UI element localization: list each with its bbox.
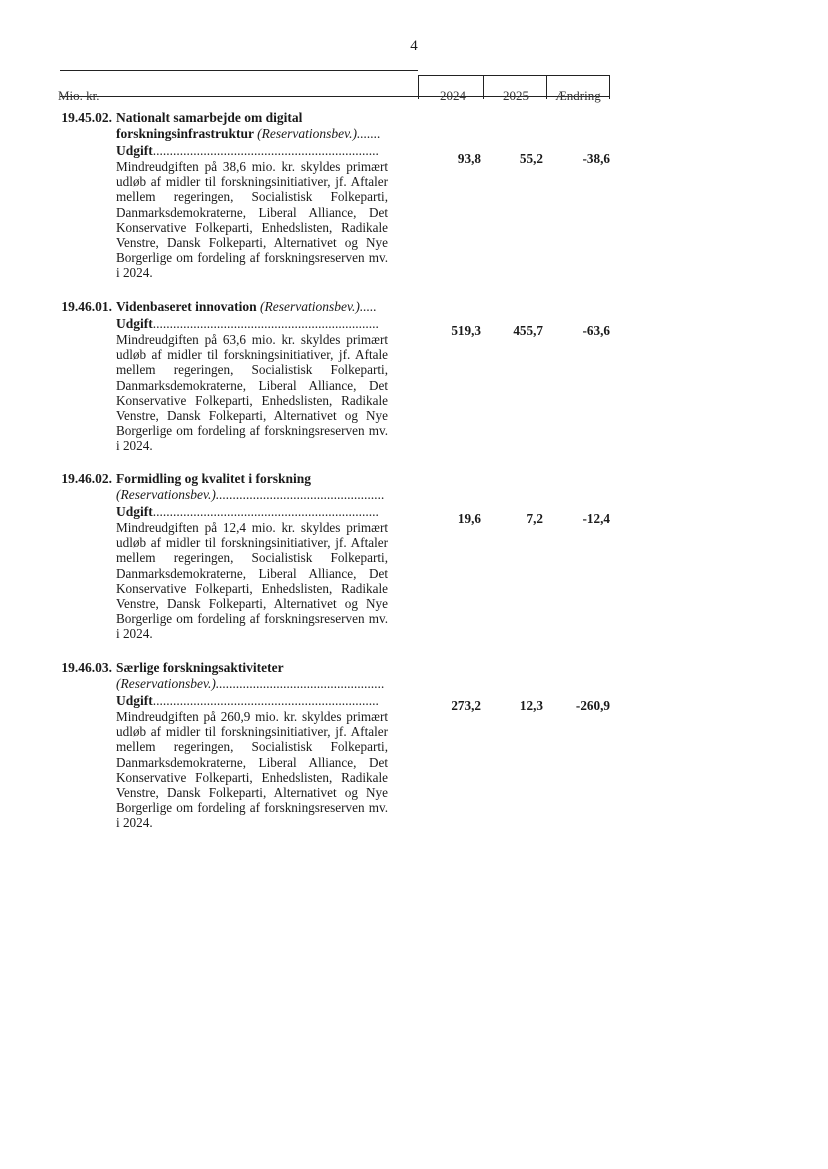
column-header-2024: 2024 (440, 88, 466, 103)
account-title-part: forskningsinfrastruktur (116, 126, 254, 141)
entry-description: Mindreudgiften på 12,4 mio. kr. skyldes primært udløb af midler til forskningsinitiativer, jf. Aftaler mellem regeringen, Socialistisk Folkeparti, Danmarksdemokraterne, Liberal Alliance, Det Konservative Folkeparti, Enhedslisten, Radikale Venstre, Dansk Folkeparti, Alternativet og Nye Borgerlige om fordeling af forskningsreserven mv. i 2024. (116, 520, 388, 642)
account-title (116, 299, 396, 315)
expense-label: Udgift ..... (116, 143, 378, 159)
value-change: -63,6 (582, 323, 610, 338)
reservation-label: (Reservationsbev.)..... (260, 299, 377, 314)
value-2024: 93,8 (457, 151, 481, 166)
account-title-part: Videnbaseret innovation (116, 299, 257, 314)
account-title: Formidling og kvalitet i forskning (116, 471, 312, 486)
value-2025: 12,3 (519, 698, 543, 713)
reservation-label: (Reservationsbev.)....... (257, 126, 381, 141)
column-header-2025: 2025 (503, 88, 529, 103)
value-2025: 55,2 (519, 151, 543, 166)
account-title: Nationalt samarbejde om digital (116, 110, 303, 125)
value-change: -260,9 (575, 698, 610, 713)
header-column-rule (418, 75, 609, 76)
value-change: -12,4 (582, 511, 610, 526)
value-2025: 455,7 (513, 323, 543, 338)
entry-description: Mindreudgiften på 63,6 mio. kr. skyldes primært udløb af midler til forskningsinitiativer, jf. Aftale mellem regeringen, Socialistisk Folkeparti, Danmarksdemokraterne, Liberal Alliance, Det Konservative Folkeparti, Enhedslisten, Radikale Venstre, Dansk Folkeparti, Alternativet og Nye Borgerlige om fordeling af forskningsreserven mv. i 2024. (116, 332, 388, 454)
account-code: 19.46.02. (61, 471, 112, 486)
value-2024: 273,2 (451, 698, 481, 713)
account-title: Særlige forskningsaktiviteter (116, 660, 284, 675)
header-top-rule (60, 70, 418, 71)
reservation-label: (Reservationsbev.).................................................. (116, 487, 385, 502)
value-2025: 7,2 (526, 511, 543, 526)
expense-label: Udgift ..... (116, 504, 378, 520)
account-code: 19.46.03. (61, 660, 112, 675)
expense-label: Udgift ..... (116, 693, 378, 709)
account-code: 19.46.01. (61, 299, 112, 314)
page-number: 4 (410, 38, 418, 54)
entry-description: Mindreudgiften på 38,6 mio. kr. skyldes primært udløb af midler til forskningsinitiativer, jf. Aftaler mellem regeringen, Socialistisk Folkeparti, Danmarksdemokraterne, Liberal Alliance, Det Konservative Folkeparti, Enhedslisten, Radikale Venstre, Dansk Folkeparti, Alternativet og Nye Borgerlige om fordeling af forskningsreserven mv. i 2024. (116, 159, 388, 281)
column-header-change: Ændring (555, 88, 601, 103)
unit-label: Mio. kr. (58, 88, 100, 103)
reservation-label: (Reservationsbev.).................................................. (116, 676, 385, 691)
value-2024: 519,3 (451, 323, 481, 338)
account-title-continued (116, 126, 396, 142)
value-change: -38,6 (582, 151, 610, 166)
value-2024: 19,6 (457, 511, 481, 526)
account-code: 19.45.02. (61, 110, 112, 125)
entry-description: Mindreudgiften på 260,9 mio. kr. skyldes primært udløb af midler til forskningsinitiativer, jf. Aftaler mellem regeringen, Socialistisk Folkeparti, Danmarksdemokraterne, Liberal Alliance, Det Konservative Folkeparti, Enhedslisten, Radikale Venstre, Dansk Folkeparti, Alternativet og Nye Borgerlige om fordeling af forskningsreserven mv. i 2024. (116, 709, 388, 831)
expense-label: Udgift ..... (116, 316, 378, 332)
